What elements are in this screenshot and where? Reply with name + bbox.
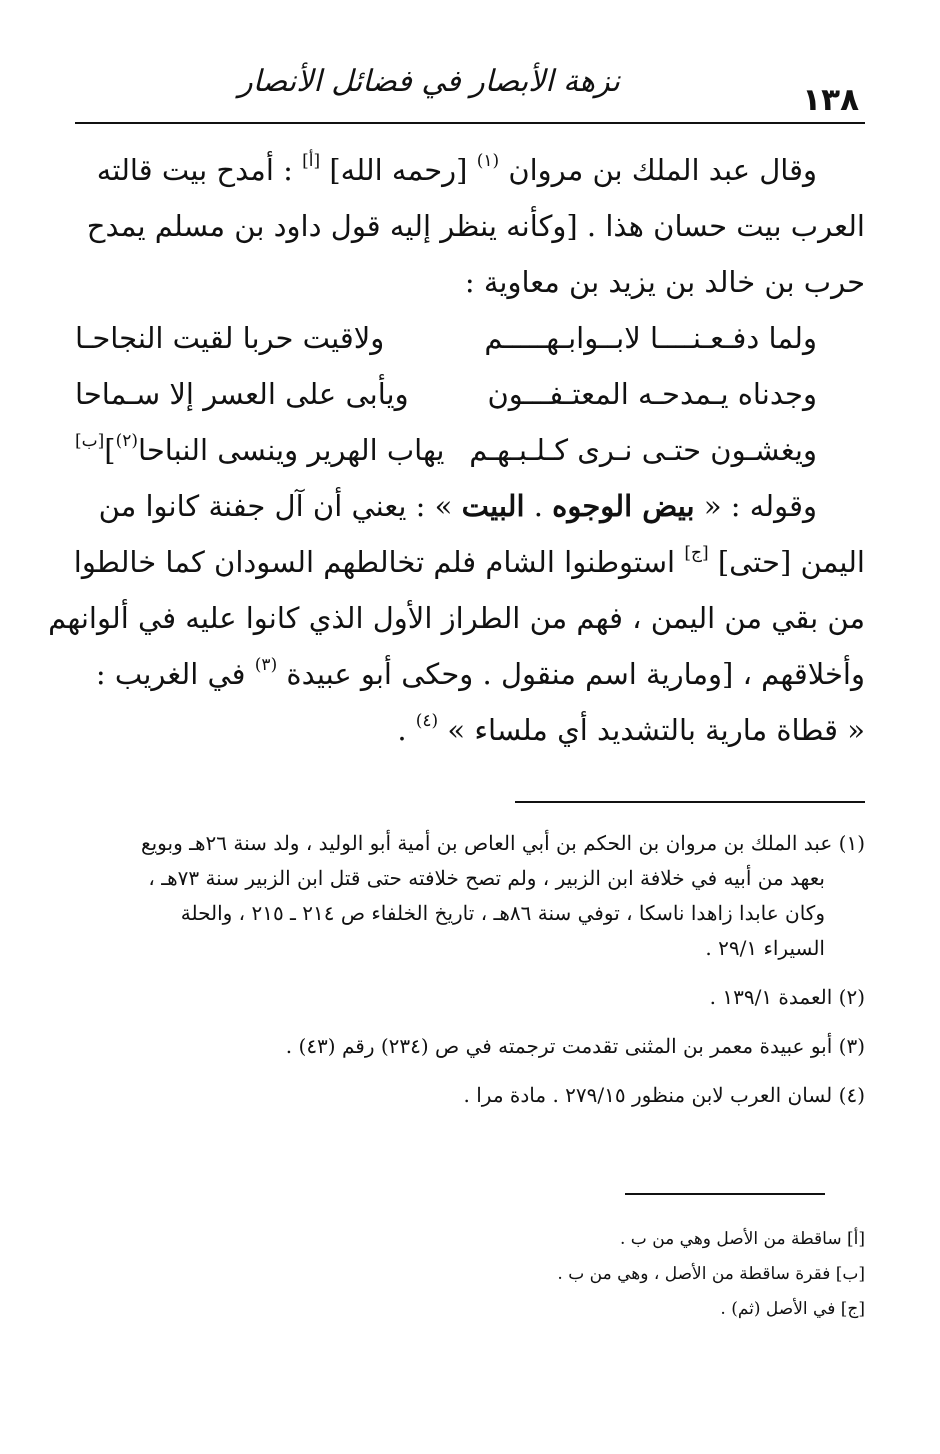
footnotes	[75, 826, 865, 1113]
page-header	[75, 60, 865, 120]
text-segment: يهاب الهرير وينسى النباحا	[138, 433, 445, 467]
quoted-phrase: البيت	[461, 489, 525, 523]
text-segment: .	[524, 489, 553, 523]
verse-second-hemistich: ولاقيت حربا لقيت النجاحـا	[75, 321, 385, 355]
footnote-1-line: وكان عابدا زاهدا ناسكا ، توفي سنة ٨٦هـ ، تاريخ الخلفاء ص ٢١٤ ـ ٢١٥ ، والحلة	[180, 901, 825, 925]
footnote-1-line: (١) عبد الملك بن مروان بن الحكم بن أبي العاص بن أمية أبو الوليد ، ولد سنة ٢٦هـ وبويع	[140, 831, 865, 855]
text-segment: .	[397, 713, 407, 747]
bracket-close: ]	[104, 433, 116, 467]
verse-first-hemistich: ويغشـون حتـى نـرى كـلـبـهـم	[469, 433, 817, 467]
footnote-4: (٤) لسان العرب لابن منظور ٢٧٩/١٥ . مادة مرا .	[463, 1083, 865, 1107]
variant-note: [ج] في الأصل (ثم) .	[720, 1299, 865, 1319]
verse-second-hemistich: ويأبى على العسر إلا سـماحا	[75, 377, 409, 411]
footnote-1-line: بعهد من أبيه في خلافة ابن الزبير ، ولم تصح خلافته حتى قتل ابن الزبير سنة ٧٣هـ ،	[148, 866, 825, 890]
variant-note: [ب] فقرة ساقطة من الأصل ، وهي من ب .	[557, 1264, 865, 1284]
text-segment: « قطاة مارية بالتشديد أي ملساء »	[447, 713, 865, 747]
text-segment: من بقي من اليمن ، فهم من الطراز الأول الذي كانوا عليه في ألوانهم	[48, 601, 865, 635]
verse-first-hemistich: ولما دفـعـنــــا لابــوابـهـــــم	[484, 321, 817, 355]
variant-ref: [ج]	[684, 543, 709, 563]
variant-ref: [أ]	[302, 151, 321, 171]
text-segment: » : يعني أن آل جفنة كانوا من	[98, 489, 453, 523]
footnote-ref: (٤)	[415, 711, 439, 731]
text-segment: العرب بيت حسان هذا . [وكأنه ينظر إليه قول داود بن مسلم يمدح	[86, 209, 865, 243]
quoted-phrase: بيض الوجوه	[552, 489, 695, 523]
footnote-separator	[515, 801, 865, 803]
footnote-2: (٢) العمدة ١٣٩/١ .	[709, 985, 865, 1009]
manuscript-variants	[75, 1222, 865, 1327]
text-line	[75, 142, 865, 198]
text-segment: وقال عبد الملك بن مروان	[508, 153, 817, 187]
text-line	[75, 646, 865, 702]
text-line	[48, 590, 865, 646]
variants-separator	[625, 1193, 825, 1195]
verse-line	[75, 310, 817, 366]
variant-ref: [ب]	[75, 431, 105, 451]
footnote-ref: (٢)	[115, 431, 139, 451]
poem	[75, 310, 865, 478]
text-segment: : أمدح بيت قالته	[96, 153, 293, 187]
text-line	[75, 702, 865, 758]
footnote-3: (٣) أبو عبيدة معمر بن المثنى تقدمت ترجمته في ص (٢٣٤) رقم (٤٣) .	[285, 1034, 865, 1058]
verse-first-hemistich: وجدناه يـمدحـه المعتـفـــون	[487, 377, 817, 411]
header-rule	[75, 122, 865, 124]
verse-line	[75, 422, 817, 478]
variant-note: [أ] ساقطة من الأصل وهي من ب .	[620, 1229, 865, 1249]
text-line	[75, 254, 865, 310]
text-line	[75, 478, 865, 534]
text-segment: في الغريب :	[95, 657, 246, 691]
text-segment: وقوله : «	[703, 489, 817, 523]
text-segment: استوطنوا الشام فلم تخالطهم السودان كما خالطوا	[73, 545, 676, 579]
text-line	[75, 198, 865, 254]
text-line	[75, 534, 865, 590]
text-segment: وأخلاقهم ، [ومارية اسم منقول . وحكى أبو عبيدة	[286, 657, 865, 691]
footnote-ref: (١)	[476, 151, 500, 171]
running-title: نزهة الأبصار في فضائل الأنصار	[238, 64, 620, 99]
page-number: ١٣٨	[802, 82, 859, 118]
text-segment: حرب بن خالد بن يزيد بن معاوية :	[464, 265, 865, 299]
main-text	[48, 142, 865, 758]
verse-line	[75, 366, 817, 422]
text-segment: اليمن [حتى]	[717, 545, 865, 579]
footnote-1-line: السيراء ٢٩/١ .	[705, 936, 825, 960]
verse-second-hemistich	[75, 422, 444, 478]
text-segment: [رحمه الله]	[329, 153, 468, 187]
footnote-ref: (٣)	[254, 655, 278, 675]
